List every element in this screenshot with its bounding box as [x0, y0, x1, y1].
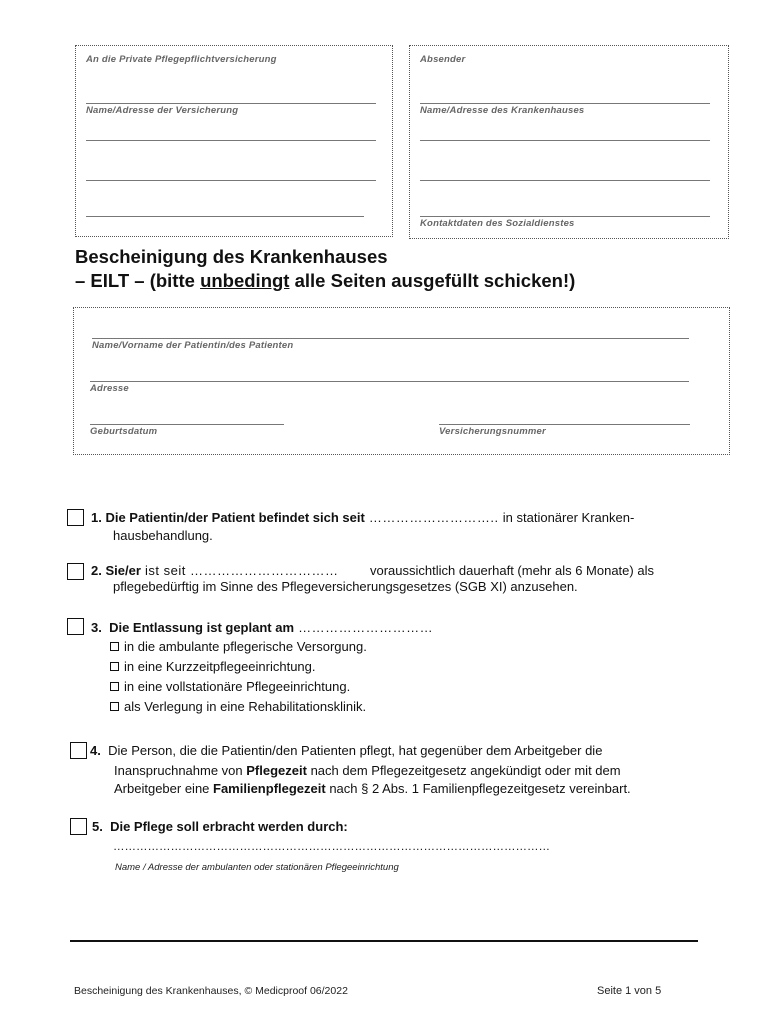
recipient-box: [75, 45, 393, 237]
item1-line2: hausbehandlung.: [113, 528, 213, 543]
item3-date-dots[interactable]: …………………………: [294, 620, 434, 635]
item5-bold: Die Pflege soll erbracht werden durch:: [110, 819, 348, 834]
recipient-line-4[interactable]: [86, 216, 364, 217]
item2-checkbox[interactable]: [67, 563, 84, 580]
item5-facility-dots[interactable]: ……………………………………………………………………………………………………: [113, 841, 550, 853]
insurance-number-label: Versicherungsnummer: [439, 426, 546, 437]
item3-option-3-label: in eine vollstationäre Pflegeeinrichtung.: [124, 679, 351, 694]
item1-rest: in stationärer Kranken-: [502, 510, 635, 525]
item2-bold: Sie/er: [105, 563, 141, 578]
item3-option-3-checkbox[interactable]: [110, 682, 119, 691]
item2-rest: voraussichtlich dauerhaft (mehr als 6 Monate) als: [370, 563, 654, 578]
item4-line3: [114, 779, 631, 798]
patient-box: [73, 307, 730, 455]
item4-pflegezeit: Pflegezeit: [246, 763, 307, 778]
birthdate-label: Geburtsdatum: [90, 426, 158, 437]
item2-date-dots[interactable]: ist seit ……………………………: [140, 563, 339, 578]
item3-option-4-label: als Verlegung in eine Rehabilitationsklinik.: [124, 699, 367, 714]
item3-option-2-checkbox[interactable]: [110, 662, 119, 671]
item3-option-1-checkbox[interactable]: [110, 642, 119, 651]
subtitle-post: alle Seiten ausgefüllt schicken!): [289, 270, 576, 291]
patient-name-line[interactable]: [92, 338, 689, 339]
document-subtitle: [75, 270, 575, 292]
item3-option-1-label: in die ambulante pflegerische Versorgung.: [124, 639, 367, 654]
item3-option-2[interactable]: [110, 659, 316, 674]
item3-number: 3.: [91, 620, 102, 635]
item1-date-dots[interactable]: ………………………..: [364, 510, 503, 525]
insurance-address-label: Name/Adresse der Versicherung: [86, 105, 239, 116]
item4-familienpflegezeit: Familienpflegezeit: [213, 781, 326, 796]
birthdate-line[interactable]: [90, 424, 284, 425]
sender-line-1[interactable]: [420, 103, 710, 104]
footer-rule: [70, 940, 698, 942]
subtitle-pre: – EILT – (bitte: [75, 270, 201, 291]
patient-address-line[interactable]: [90, 381, 689, 382]
item4-checkbox[interactable]: [70, 742, 87, 759]
item4-line3-pre: Arbeitgeber eine: [114, 781, 214, 796]
recipient-label: An die Private Pflegepflichtversicherung: [86, 54, 277, 65]
item3-option-1[interactable]: [110, 639, 367, 654]
item1-bold: Die Patientin/der Patient befindet sich seit: [105, 510, 365, 525]
page-number: Seite 1 von 5: [597, 985, 662, 997]
sender-line-2[interactable]: [420, 140, 710, 141]
item3-option-3[interactable]: [110, 679, 350, 694]
recipient-line-3[interactable]: [86, 180, 376, 181]
sender-label: Absender: [420, 54, 466, 65]
item3-bold: Die Entlassung ist geplant am: [109, 620, 295, 635]
item5-checkbox[interactable]: [70, 818, 87, 835]
item4-text-1: Die Person, die die Patientin/den Patienten pflegt, hat gegenüber dem Arbeitgeber die: [108, 743, 603, 758]
patient-name-label: Name/Vorname der Patientin/des Patienten: [92, 340, 294, 351]
document-title: Bescheinigung des Krankenhauses: [75, 246, 388, 267]
subtitle-underlined: unbedingt: [200, 270, 290, 291]
item1-number: 1.: [91, 510, 102, 525]
sender-box: [409, 45, 729, 239]
sender-line-3[interactable]: [420, 180, 710, 181]
patient-address-label: Adresse: [90, 383, 129, 394]
item4-line2-pre: Inanspruchnahme von: [114, 763, 247, 778]
item4-line1: [90, 741, 602, 760]
item3-option-4-checkbox[interactable]: [110, 702, 119, 711]
item3-option-4[interactable]: [110, 699, 366, 714]
item1-checkbox[interactable]: [67, 509, 84, 526]
item5-line1: [92, 817, 348, 836]
footer-left: Bescheinigung des Krankenhauses, © Medicproof 06/2022: [74, 985, 348, 997]
sender-line-4[interactable]: [420, 216, 710, 217]
social-service-contact-label: Kontaktdaten des Sozialdienstes: [420, 218, 575, 229]
hospital-address-label: Name/Adresse des Krankenhauses: [420, 105, 585, 116]
item4-number: 4.: [90, 743, 101, 758]
item4-line3-post: nach § 2 Abs. 1 Familienpflegezeitgesetz vereinbart.: [325, 781, 631, 796]
item4-line2-post: nach dem Pflegezeitgesetz angekündigt oder mit dem: [306, 763, 621, 778]
item3-line1: [91, 618, 433, 637]
item1-line1: [91, 508, 634, 527]
insurance-number-line[interactable]: [439, 424, 690, 425]
item3-option-2-label: in eine Kurzzeitpflegeeinrichtung.: [124, 659, 316, 674]
item2-line2: pflegebedürftig im Sinne des Pflegeversicherungsgesetzes (SGB XI) anzusehen.: [113, 579, 578, 594]
recipient-line-2[interactable]: [86, 140, 376, 141]
item3-checkbox[interactable]: [67, 618, 84, 635]
item2-number: 2.: [91, 563, 102, 578]
item5-number: 5.: [92, 819, 103, 834]
item4-line2: [114, 761, 621, 780]
recipient-line-1[interactable]: [86, 103, 376, 104]
item5-caption: Name / Adresse der ambulanten oder stationären Pflegeeinrichtung: [115, 862, 399, 873]
